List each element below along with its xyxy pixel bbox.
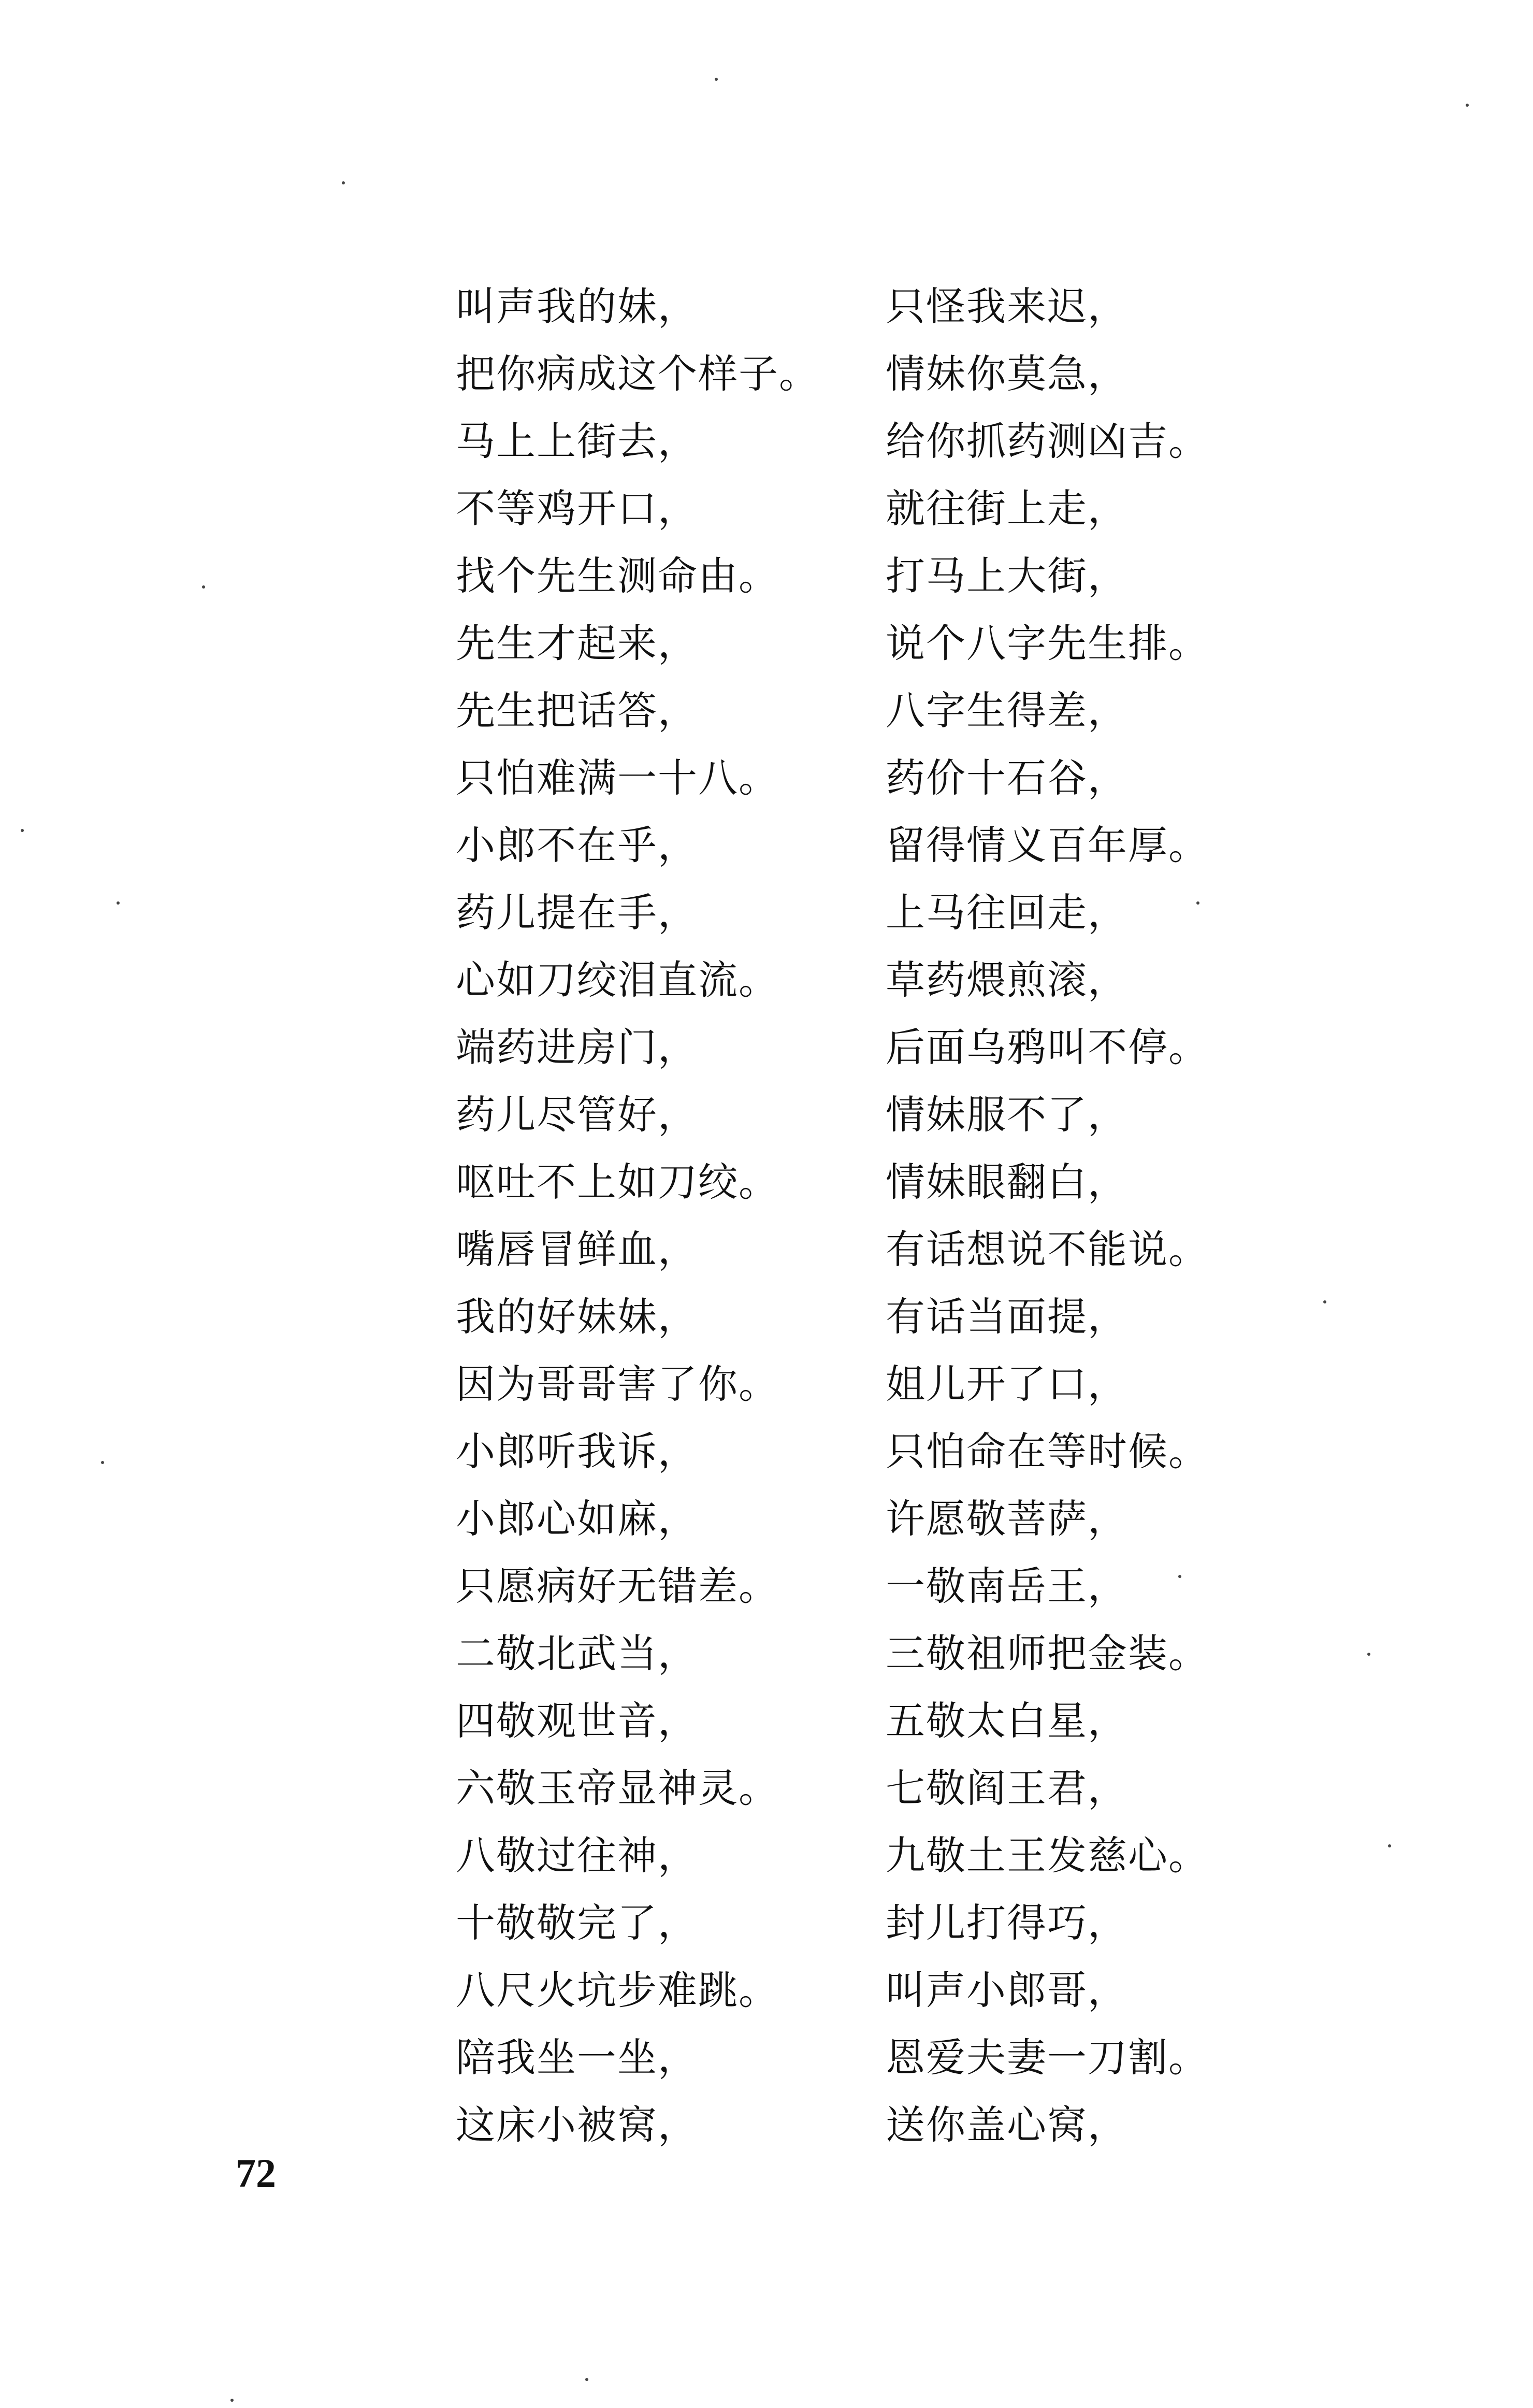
poem-line-right: 给你抓药测凶吉。 xyxy=(886,418,1209,464)
poem-line-left: 呕吐不上如刀绞。 xyxy=(456,1158,779,1205)
poem-line-left: 八敬过往神， xyxy=(456,1832,698,1879)
poem-line-left: 八尺火坑步难跳。 xyxy=(456,1967,779,2013)
poem-line-left: 十敬敬完了， xyxy=(456,1899,698,1946)
scan-speck xyxy=(1367,1653,1370,1656)
poem-line-left: 嘴唇冒鲜血， xyxy=(456,1226,698,1272)
poem-line-right: 上马往回走， xyxy=(886,889,1128,936)
poem-line-left: 二敬北武当， xyxy=(456,1630,698,1676)
poem-line-right: 情妹你莫急， xyxy=(886,350,1128,397)
scan-speck xyxy=(230,2399,234,2402)
scan-speck xyxy=(585,2378,588,2381)
scan-speck xyxy=(202,585,205,589)
poem-line xyxy=(456,1414,1326,1482)
poem-line xyxy=(456,1145,1326,1212)
scan-speck xyxy=(117,901,120,905)
scan-speck xyxy=(1178,1575,1181,1578)
poem-body xyxy=(456,269,1326,2155)
poem-line-right: 叫声小郎哥， xyxy=(886,1967,1128,2013)
poem-line-right: 留得情义百年厚。 xyxy=(886,822,1209,868)
poem-line-left: 不等鸡开口， xyxy=(456,485,698,532)
poem-line-right: 八字生得差， xyxy=(886,687,1128,734)
poem-line xyxy=(456,1751,1326,1818)
poem-line-right: 姐儿开了口， xyxy=(886,1360,1128,1407)
poem-line-left: 四敬观世音， xyxy=(456,1697,698,1744)
poem-line-left: 先生才起来， xyxy=(456,620,698,666)
poem-line-left: 小郎不在乎， xyxy=(456,822,698,868)
poem-line-right: 有话当面提， xyxy=(886,1293,1128,1340)
poem-line-left: 我的好妹妹， xyxy=(456,1293,698,1340)
poem-line xyxy=(456,1616,1326,1684)
poem-line-left: 找个先生测命由。 xyxy=(456,552,779,599)
poem-line-right: 只怪我来迟， xyxy=(886,283,1128,329)
poem-line xyxy=(456,1818,1326,1886)
poem-line xyxy=(456,269,1326,337)
poem-line xyxy=(456,1886,1326,1953)
poem-line-left: 这床小被窝， xyxy=(456,2101,698,2148)
poem-line-left: 药儿提在手， xyxy=(456,889,698,936)
poem-line-right: 九敬土王发慈心。 xyxy=(886,1832,1209,1879)
poem-line-right: 封儿打得巧， xyxy=(886,1899,1128,1946)
poem-line-left: 小郎心如麻， xyxy=(456,1495,698,1542)
poem-line-left: 端药进房门， xyxy=(456,1024,698,1070)
poem-line-right: 情妹服不了， xyxy=(886,1091,1128,1138)
poem-line-left: 六敬玉帝显神灵。 xyxy=(456,1765,779,1811)
poem-line-right: 说个八字先生排。 xyxy=(886,620,1209,666)
poem-line-left: 先生把话答， xyxy=(456,687,698,734)
poem-line-right: 草药煨煎滚， xyxy=(886,956,1128,1003)
poem-line-right: 后面乌鸦叫不停。 xyxy=(886,1024,1209,1070)
scan-speck xyxy=(342,181,345,184)
poem-line xyxy=(456,943,1326,1010)
poem-line-right: 许愿敬菩萨， xyxy=(886,1495,1128,1542)
poem-line-right: 五敬太白星， xyxy=(886,1697,1128,1744)
poem-line-left: 只愿病好无错差。 xyxy=(456,1563,779,1609)
scan-speck xyxy=(1196,901,1199,905)
poem-line-right: 药价十石谷， xyxy=(886,754,1128,801)
poem-line-left: 小郎听我诉， xyxy=(456,1428,698,1474)
poem-line xyxy=(456,2088,1326,2155)
poem-line-right: 送你盖心窝， xyxy=(886,2101,1128,2148)
poem-line xyxy=(456,1280,1326,1347)
poem-line xyxy=(456,471,1326,539)
page-number: 72 xyxy=(236,2151,276,2196)
poem-line-left: 只怕难满一十八。 xyxy=(456,754,779,801)
scan-speck xyxy=(1323,1300,1326,1303)
poem-line-right: 恩爱夫妻一刀割。 xyxy=(886,2034,1209,2081)
scan-speck xyxy=(1466,104,1469,107)
poem-line-left: 心如刀绞泪直流。 xyxy=(456,956,779,1003)
poem-line xyxy=(456,1684,1326,1751)
poem-line xyxy=(456,1482,1326,1549)
poem-line xyxy=(456,1347,1326,1414)
poem-line-right: 七敬阎王君， xyxy=(886,1765,1128,1811)
poem-line xyxy=(456,876,1326,943)
scan-speck xyxy=(21,829,24,832)
poem-line-right: 三敬祖师把金装。 xyxy=(886,1630,1209,1676)
poem-line-left: 因为哥哥害了你。 xyxy=(456,1360,779,1407)
poem-line-left: 药儿尽管好， xyxy=(456,1091,698,1138)
scan-speck xyxy=(1388,1844,1391,1847)
poem-line xyxy=(456,1953,1326,2020)
poem-line-left: 陪我坐一坐， xyxy=(456,2034,698,2081)
poem-line xyxy=(456,673,1326,741)
poem-line-right: 情妹眼翻白， xyxy=(886,1158,1128,1205)
poem-line xyxy=(456,808,1326,876)
poem-line xyxy=(456,404,1326,471)
scan-speck xyxy=(101,1461,104,1464)
poem-line-right: 一敬南岳王， xyxy=(886,1563,1128,1609)
poem-line xyxy=(456,1212,1326,1280)
poem-line xyxy=(456,741,1326,808)
poem-line xyxy=(456,1549,1326,1616)
poem-line xyxy=(456,1010,1326,1078)
poem-line xyxy=(456,337,1326,404)
poem-line xyxy=(456,539,1326,606)
poem-line-right: 只怕命在等时候。 xyxy=(886,1428,1209,1474)
poem-line-left: 把你病成这个样子。 xyxy=(456,350,819,397)
poem-line-right: 就往街上走， xyxy=(886,485,1128,532)
poem-line xyxy=(456,2020,1326,2088)
poem-line-left: 马上上街去， xyxy=(456,418,698,464)
poem-line-right: 有话想说不能说。 xyxy=(886,1226,1209,1272)
scan-speck xyxy=(715,78,718,81)
poem-line xyxy=(456,606,1326,673)
poem-line xyxy=(456,1078,1326,1145)
poem-line-left: 叫声我的妹， xyxy=(456,283,698,329)
poem-line-right: 打马上大街， xyxy=(886,552,1128,599)
